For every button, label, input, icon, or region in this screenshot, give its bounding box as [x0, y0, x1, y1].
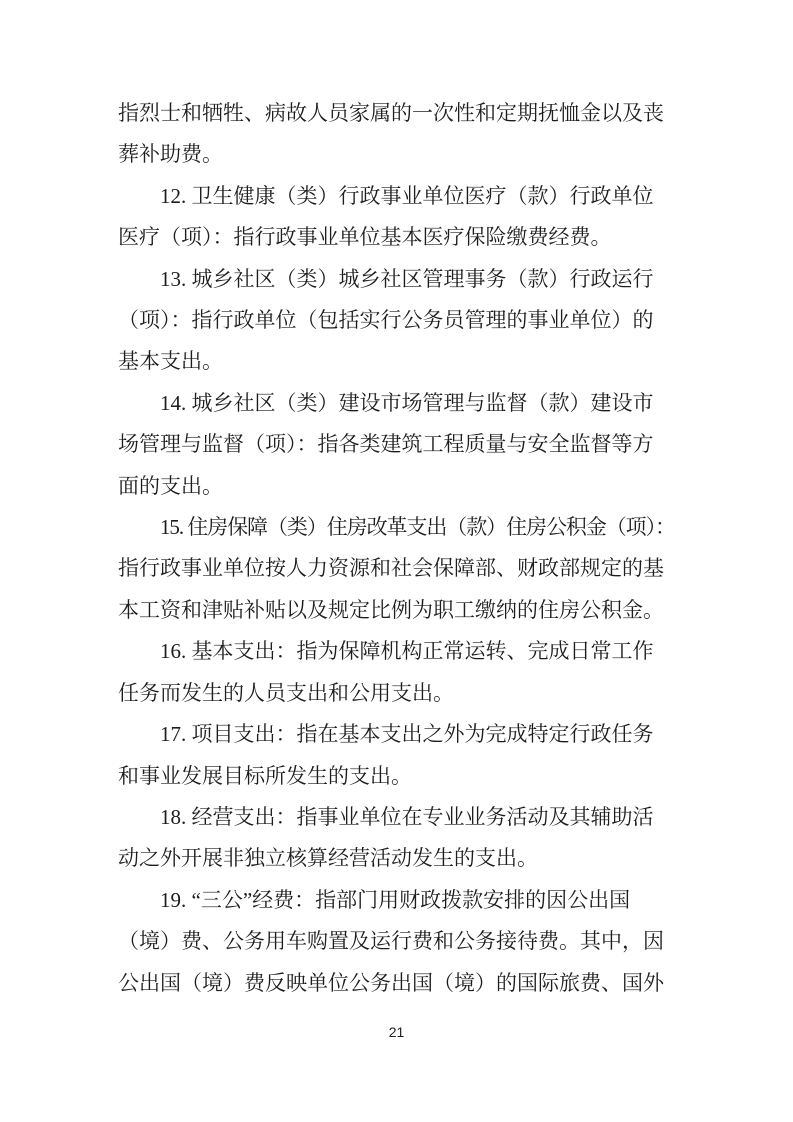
paragraph — [118, 507, 675, 631]
paragraph — [118, 714, 675, 797]
text-line: 本工资和津贴补贴以及规定比例为职工缴纳的住房公积金。 — [118, 597, 664, 622]
text-line: 医疗（项）：指行政事业单位基本医疗保险缴费经费。 — [118, 225, 612, 250]
text-line: 公出国（境）费反映单位公务出国（境）的国际旅费、国外 — [118, 970, 664, 995]
paragraph — [118, 880, 675, 1004]
paragraph — [118, 176, 675, 259]
text-line: 任务而发生的人员支出和公用支出。 — [118, 680, 454, 705]
paragraph — [118, 383, 675, 507]
text-line: 14. 城乡社区（类）建设市场管理与监督（款）建设市 — [160, 390, 654, 415]
page-number: 21 — [388, 1024, 405, 1040]
text-line: 12. 卫生健康（类）行政事业单位医疗（款）行政单位 — [160, 183, 654, 208]
text-line: 指烈士和牺牲、病故人员家属的一次性和定期抚恤金以及丧 — [118, 101, 664, 125]
text-line: 13. 城乡社区（类）城乡社区管理事务（款）行政运行 — [160, 266, 654, 291]
paragraph — [118, 93, 675, 176]
text-line: （境）费、公务用车购置及运行费和公务接待费。其中，因 — [118, 929, 664, 954]
text-line: 17. 项目支出：指在基本支出之外为完成特定行政任务 — [160, 722, 654, 747]
paragraph — [118, 797, 675, 880]
text-line: 19. “三公”经费：指部门用财政拨款安排的因公出国 — [160, 887, 631, 912]
paragraph — [118, 631, 675, 714]
text-line: 场管理与监督（项）：指各类建筑工程质量与安全监督等方 — [118, 432, 654, 457]
text-line: 葬补助费。 — [118, 142, 223, 167]
text-line: 基本支出。 — [118, 349, 223, 374]
paragraph — [118, 259, 675, 383]
text-line: 面的支出。 — [118, 473, 223, 498]
text-line: 指行政事业单位按人力资源和社会保障部、财政部规定的基 — [118, 556, 664, 581]
text-line: 动之外开展非独立核算经营活动发生的支出。 — [118, 846, 538, 871]
text-line: 15. 住房保障（类）住房改革支出（款）住房公积金（项）： — [160, 515, 675, 540]
document-body — [118, 93, 675, 1004]
text-line: 16. 基本支出：指为保障机构正常运转、完成日常工作 — [160, 639, 654, 664]
text-line: （项）：指行政单位（包括实行公务员管理的事业单位）的 — [118, 308, 654, 333]
text-line: 18. 经营支出：指事业单位在专业业务活动及其辅助活 — [160, 804, 654, 829]
text-line: 和事业发展目标所发生的支出。 — [118, 763, 412, 788]
